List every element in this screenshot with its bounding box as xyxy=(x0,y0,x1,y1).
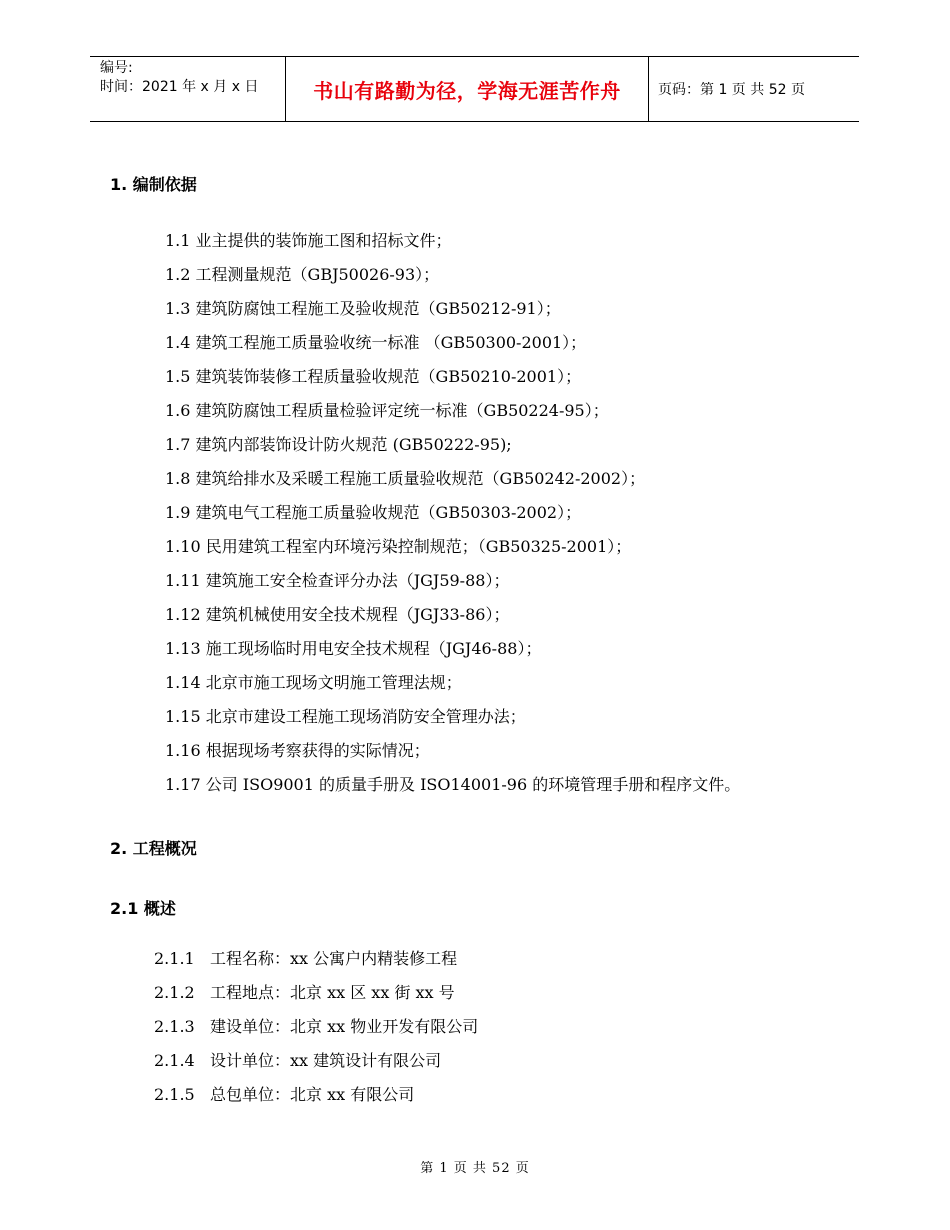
reference-item: 1.13 施工现场临时用电安全技术规程（JGJ46-88）； xyxy=(165,639,542,658)
header-meta-cell xyxy=(90,57,286,121)
header-page-info: 页码：第 1 页 共 52 页 xyxy=(658,82,805,98)
overview-item-number: 2.1.2 xyxy=(154,983,195,1002)
reference-item: 1.14 北京市施工现场文明施工管理法规； xyxy=(165,673,462,692)
section-1-heading: 1. 编制依据 xyxy=(110,175,197,194)
page-footer: 第 1 页 共 52 页 xyxy=(420,1161,530,1176)
overview-item-text: 工程名称：xx 公寓户内精装修工程 xyxy=(210,949,458,968)
overview-item-number: 2.1.5 xyxy=(154,1085,195,1104)
overview-item xyxy=(154,983,455,1003)
overview-item-text: 建设单位：北京 xx 物业开发有限公司 xyxy=(210,1017,479,1036)
reference-item: 1.17 公司 ISO9001 的质量手册及 ISO14001-96 的环境管理手册和程序文件。 xyxy=(165,775,741,794)
reference-item: 1.7 建筑内部装饰设计防火规范 (GB50222-95); xyxy=(165,435,512,454)
reference-item: 1.5 建筑装饰装修工程质量验收规范（GB50210-2001）； xyxy=(165,367,582,386)
overview-item-number: 2.1.4 xyxy=(154,1051,195,1070)
reference-item: 1.16 根据现场考察获得的实际情况； xyxy=(165,741,430,760)
reference-item: 1.11 建筑施工安全检查评分办法（JGJ59-88）； xyxy=(165,571,510,590)
overview-item-text: 设计单位：xx 建筑设计有限公司 xyxy=(210,1051,442,1070)
reference-item: 1.6 建筑防腐蚀工程质量检验评定统一标准（GB50224-95）； xyxy=(165,401,609,420)
header-table xyxy=(90,56,859,122)
section-2-heading: 2. 工程概况 xyxy=(110,839,197,858)
reference-item: 1.4 建筑工程施工质量验收统一标准 （GB50300-2001）； xyxy=(165,333,587,352)
header-motto: 书山有路勤为径，学海无涯苦作舟 xyxy=(286,57,649,121)
reference-item: 1.15 北京市建设工程施工现场消防安全管理办法； xyxy=(165,707,526,726)
overview-item-text: 工程地点：北京 xx 区 xx 街 xx 号 xyxy=(210,983,455,1002)
reference-item: 1.8 建筑给排水及采暖工程施工质量验收规范（GB50242-2002）； xyxy=(165,469,646,488)
overview-item xyxy=(154,949,457,969)
section-2-1-heading: 2.1 概述 xyxy=(110,899,176,918)
overview-item-number: 2.1.3 xyxy=(154,1017,195,1036)
reference-item: 1.3 建筑防腐蚀工程施工及验收规范（GB50212-91）； xyxy=(165,299,561,318)
reference-item: 1.1 业主提供的装饰施工图和招标文件； xyxy=(165,231,452,250)
reference-item: 1.9 建筑电气工程施工质量验收规范（GB50303-2002）； xyxy=(165,503,582,522)
overview-item xyxy=(154,1017,478,1037)
reference-item: 1.10 民用建筑工程室内环境污染控制规范；（GB50325-2001）； xyxy=(165,537,632,556)
document-time-label: 时间：2021 年 x 月 x 日 xyxy=(100,79,259,95)
overview-item-text: 总包单位：北京 xx 有限公司 xyxy=(210,1085,415,1104)
reference-item: 1.12 建筑机械使用安全技术规程（JGJ33-86）； xyxy=(165,605,510,624)
reference-item: 1.2 工程测量规范（GBJ50026-93）； xyxy=(165,265,440,284)
document-number-label: 编号: xyxy=(100,60,133,76)
overview-item xyxy=(154,1051,441,1071)
overview-item xyxy=(154,1085,414,1105)
overview-item-number: 2.1.1 xyxy=(154,949,195,968)
